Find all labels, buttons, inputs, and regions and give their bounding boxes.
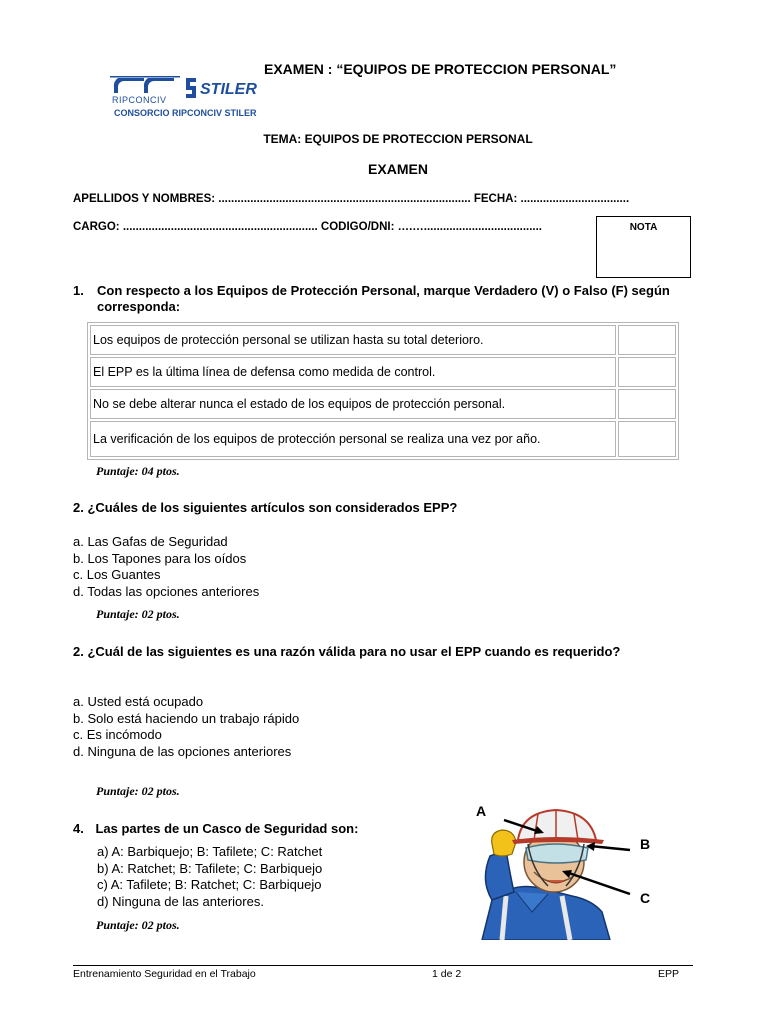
grade-box: [596, 216, 691, 278]
option-c[interactable]: c. Los Guantes: [73, 567, 161, 582]
question-1-text: Con respecto a los Equipos de Protección Personal, marque Verdadero (V) o Falso (F) según corresponda:: [97, 283, 670, 314]
answer-box-2[interactable]: [618, 357, 676, 387]
answer-box-1[interactable]: [618, 325, 676, 355]
question-4: [73, 821, 358, 837]
option-d[interactable]: d. Todas las opciones anteriores: [73, 583, 260, 599]
option-b[interactable]: b. Solo está haciendo un trabajo rápido: [73, 710, 300, 726]
table-row: [90, 421, 676, 457]
option-c[interactable]: c) A: Tafilete; B: Ratchet; C: Barbiquejo: [97, 877, 322, 892]
question-4-options: [97, 844, 322, 910]
option-c[interactable]: c. Es incómodo: [73, 727, 162, 742]
option-d[interactable]: d) Ninguna de las anteriores.: [97, 893, 264, 909]
table-row: [90, 357, 676, 387]
footer-right: EPP: [658, 968, 680, 980]
question-2-text: 2. ¿Cuáles de los siguientes artículos son considerados EPP?: [73, 500, 458, 515]
option-a[interactable]: a. Usted está ocupado: [73, 694, 204, 709]
helmet-label-c: C: [640, 890, 651, 906]
exam-title: EXAMEN : “EQUIPOS DE PROTECCION PERSONAL”: [264, 61, 617, 77]
option-b[interactable]: b. Los Tapones para los oídos: [73, 550, 247, 566]
question-4-number: 4.: [73, 821, 84, 836]
grade-label: NOTA: [629, 222, 658, 233]
logo-caption: CONSORCIO RIPCONCIV STILER: [114, 108, 257, 118]
option-a[interactable]: a) A: Barbiquejo; B: Tafilete; C: Ratchet: [97, 844, 323, 859]
question-4-score: Puntaje: 02 ptos.: [96, 918, 180, 932]
question-2-options: [73, 534, 259, 600]
question-3-options: [73, 694, 299, 760]
question-1-score: Puntaje: 04 ptos.: [96, 464, 180, 478]
logo-stiler-text: STILER: [200, 81, 257, 98]
question-3-text: 2. ¿Cuál de las siguientes es una razón válida para no usar el EPP cuando es requerido?: [73, 644, 621, 659]
table-row: [90, 389, 676, 419]
statement-2: El EPP es la última línea de defensa como medida de control.: [90, 357, 616, 387]
exam-heading: EXAMEN: [368, 161, 428, 177]
exam-topic: TEMA: EQUIPOS DE PROTECCION PERSONAL: [263, 132, 533, 146]
logo-ripconciv-text: RIPCONCIV: [112, 95, 167, 105]
helmet-label-b: B: [640, 836, 651, 852]
footer-left: Entrenamiento Seguridad en el Trabajo: [73, 968, 256, 980]
statement-1: Los equipos de protección personal se utilizan hasta su total deterioro.: [90, 325, 616, 355]
true-false-table: [87, 322, 679, 460]
name-date-field-line[interactable]: APELLIDOS Y NOMBRES: ............................................................................... FECHA: ..................................: [73, 193, 630, 205]
footer-page-number: 1 de 2: [432, 968, 462, 980]
option-d[interactable]: d. Ninguna de las opciones anteriores: [73, 743, 292, 759]
table-row: [90, 325, 676, 355]
statement-4: La verificación de los equipos de protección personal se realiza una vez por año.: [90, 421, 616, 457]
position-id-field-line[interactable]: CARGO: ............................................................. CODIGO/DNI: ….….....................................: [73, 221, 543, 233]
option-b[interactable]: b) A: Ratchet; B: Tafilete; C: Barbiquejo: [97, 860, 323, 876]
question-4-text: Las partes de un Casco de Seguridad son:: [95, 821, 359, 836]
safety-helmet-illustration: [462, 800, 682, 940]
question-1-number: 1.: [73, 283, 84, 298]
statement-3: No se debe alterar nunca el estado de los equipos de protección personal.: [90, 389, 616, 419]
question-3-score: Puntaje: 02 ptos.: [96, 784, 180, 798]
answer-box-4[interactable]: [618, 421, 676, 457]
question-2-score: Puntaje: 02 ptos.: [96, 607, 180, 621]
answer-box-3[interactable]: [618, 389, 676, 419]
option-a[interactable]: a. Las Gafas de Seguridad: [73, 534, 228, 549]
footer-divider: [73, 965, 693, 966]
helmet-label-a: A: [476, 803, 487, 819]
question-1: [73, 283, 673, 315]
